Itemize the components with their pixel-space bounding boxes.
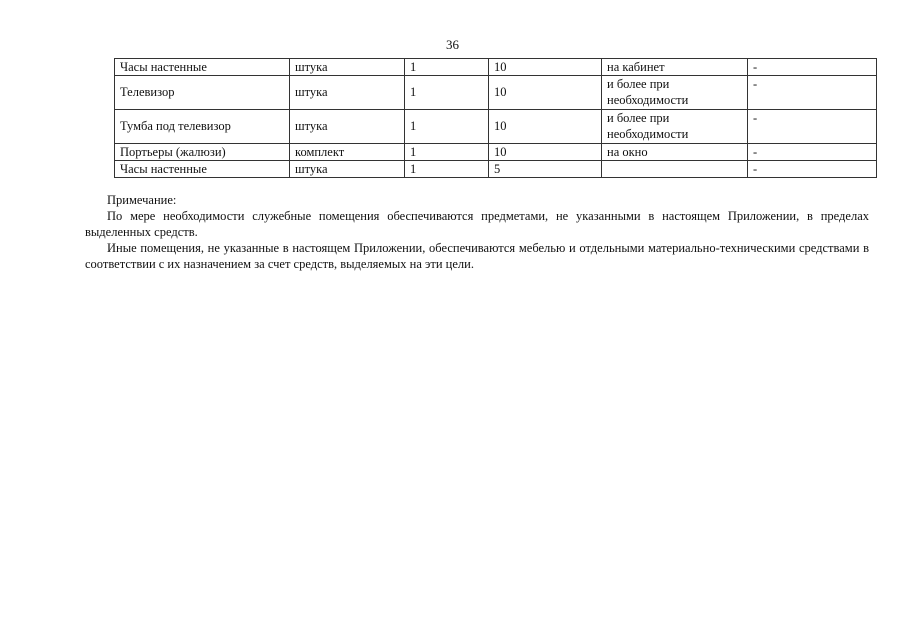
norm-cell	[602, 161, 748, 178]
page-number: 36	[446, 37, 459, 52]
unit-cell: штука	[290, 76, 405, 110]
item-name-cell: Часы настенные	[115, 161, 290, 178]
extra-cell: -	[748, 110, 877, 144]
service-years-cell: 10	[489, 144, 602, 161]
table-row	[115, 161, 877, 178]
norm-cell: на кабинет	[602, 59, 748, 76]
note-heading: Примечание:	[107, 193, 177, 207]
note-paragraph: По мере необходимости служебные помещения обеспечиваются предметами, не указанными в настоящем Приложении, в пределах выделенных средств.	[85, 209, 869, 239]
extra-cell: -	[748, 59, 877, 76]
furniture-table	[114, 58, 877, 178]
unit-cell: штука	[290, 110, 405, 144]
unit-cell: комплект	[290, 144, 405, 161]
extra-cell: -	[748, 144, 877, 161]
service-years-cell: 10	[489, 76, 602, 110]
norm-cell: и более при необходимости	[602, 76, 748, 110]
quantity-cell: 1	[405, 59, 489, 76]
unit-cell: штука	[290, 59, 405, 76]
note-paragraph: Иные помещения, не указанные в настоящем Приложении, обеспечиваются мебелью и отдельными материально-техническими средствами в соответствии с их назначением за счет средств, выделяемых на эти цели.	[85, 241, 869, 271]
service-years-cell: 10	[489, 110, 602, 144]
quantity-cell: 1	[405, 161, 489, 178]
table-row	[115, 59, 877, 76]
quantity-cell: 1	[405, 76, 489, 110]
extra-cell: -	[748, 76, 877, 110]
table-row	[115, 76, 877, 110]
norm-cell: на окно	[602, 144, 748, 161]
item-name-cell: Тумба под телевизор	[115, 110, 290, 144]
quantity-cell: 1	[405, 110, 489, 144]
quantity-cell: 1	[405, 144, 489, 161]
unit-cell: штука	[290, 161, 405, 178]
table-row	[115, 110, 877, 144]
service-years-cell: 10	[489, 59, 602, 76]
service-years-cell: 5	[489, 161, 602, 178]
item-name-cell: Портьеры (жалюзи)	[115, 144, 290, 161]
norm-cell: и более при необходимости	[602, 110, 748, 144]
note-section	[85, 192, 869, 272]
item-name-cell: Телевизор	[115, 76, 290, 110]
extra-cell: -	[748, 161, 877, 178]
item-name-cell: Часы настенные	[115, 59, 290, 76]
table-row	[115, 144, 877, 161]
